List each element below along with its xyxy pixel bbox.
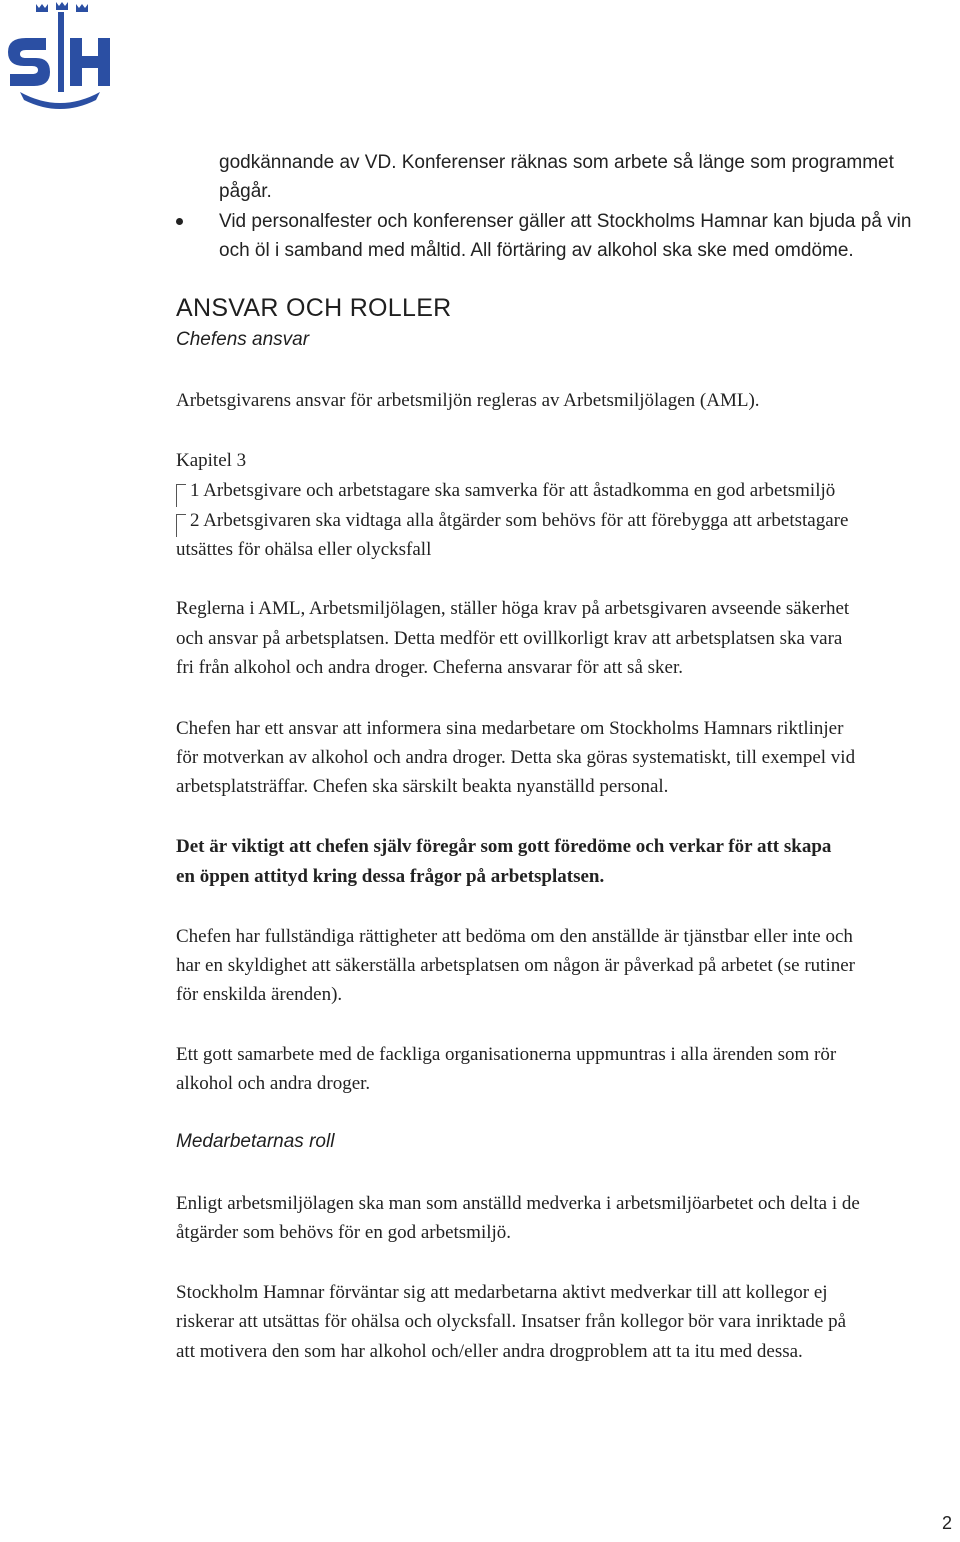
section-heading: ANSVAR OCH ROLLER	[176, 294, 452, 322]
enligt-line-1: Enligt arbetsmiljölagen ska man som anställd medverka i arbetsmiljöarbetet och delta i de	[176, 1193, 860, 1214]
reglerna-line-1: Reglerna i AML, Arbetsmiljölagen, ställer höga krav på arbetsgivaren avseende säkerhet	[176, 598, 850, 619]
chefen-info-line-1: Chefen har ett ansvar att informera sina medarbetare om Stockholms Hamnars riktlinjer	[176, 718, 844, 739]
quote-mark-icon	[176, 514, 186, 537]
reglerna-line-2: och ansvar på arbetsplatsen. Detta medför ett ovillkorligt krav att arbetsplatsen ska vara	[176, 628, 843, 649]
rattigheter-line-3: för enskilda ärenden).	[176, 984, 343, 1005]
kapitel-item-2-line-2: utsättes för ohälsa eller olycksfall	[176, 539, 432, 560]
bold-line-1: Det är viktigt att chefen själv föregår som gott föredöme och verkar för att skapa	[176, 836, 832, 857]
samarbete-line-2: alkohol och andra droger.	[176, 1073, 371, 1094]
stockholm-line-1: Stockholm Hamnar förväntar sig att medarbetarna aktivt medverkar till att kollegor ej	[176, 1282, 828, 1303]
enligt-line-2: åtgärder som behövs för en god arbetsmiljö.	[176, 1222, 512, 1243]
page-number: 2	[942, 1513, 953, 1533]
chefen-info-line-2: för motverkan av alkohol och andra droger. Detta ska göras systematiskt, till exempel vid	[176, 747, 856, 768]
section-subheading: Chefens ansvar	[176, 329, 310, 350]
stockholm-line-2: riskerar att utsättas för ohälsa och olycksfall. Insatser från kollegor bör vara inriktade på	[176, 1311, 847, 1332]
quote-mark-icon	[176, 484, 186, 507]
bullet-text-line-2: och öl i samband med måltid. All förtäring av alkohol ska ske med omdöme.	[219, 240, 854, 261]
stockholm-line-3: att motivera den som har alkohol och/eller andra drogproblem att ta itu med dessa.	[176, 1341, 803, 1362]
intro-line-1: godkännande av VD. Konferenser räknas som arbete så länge som programmet	[219, 152, 894, 173]
bullet-icon	[176, 218, 183, 225]
chefen-info-line-3: arbetsplatsträffar. Chefen ska särskilt beakta nyanställd personal.	[176, 776, 669, 797]
kapitel-title: Kapitel 3	[176, 450, 247, 471]
kapitel-item-1: 1 Arbetsgivare och arbetstagare ska samverka för att åstadkomma en god arbetsmiljö	[190, 480, 836, 501]
kapitel-item-2-line-1: 2 Arbetsgivaren ska vidtaga alla åtgärder som behövs för att förebygga att arbetstagare	[190, 510, 849, 531]
samarbete-line-1: Ett gott samarbete med de fackliga organisationerna uppmuntras i alla ärenden som rör	[176, 1044, 837, 1065]
rattigheter-line-1: Chefen har fullständiga rättigheter att bedöma om den anställde är tjänstbar eller inte och	[176, 926, 853, 947]
rattigheter-line-2: har en skyldighet att säkerställa arbetsplatsen om någon är påverkad på arbetet (se rutiner	[176, 955, 855, 976]
bold-line-2: en öppen attityd kring dessa frågor på arbetsplatsen.	[176, 866, 605, 887]
bullet-text-line-1: Vid personalfester och konferenser gäller att Stockholms Hamnar kan bjuda på vin	[219, 211, 912, 232]
aml-paragraph: Arbetsgivarens ansvar för arbetsmiljön regleras av Arbetsmiljölagen (AML).	[176, 390, 760, 411]
medarbetarnas-subheading: Medarbetarnas roll	[176, 1131, 335, 1152]
stockholms-hamnar-logo	[0, 0, 118, 112]
reglerna-line-3: fri från alkohol och andra droger. Cheferna ansvarar för att så sker.	[176, 657, 683, 678]
intro-line-2: pågår.	[219, 181, 272, 202]
